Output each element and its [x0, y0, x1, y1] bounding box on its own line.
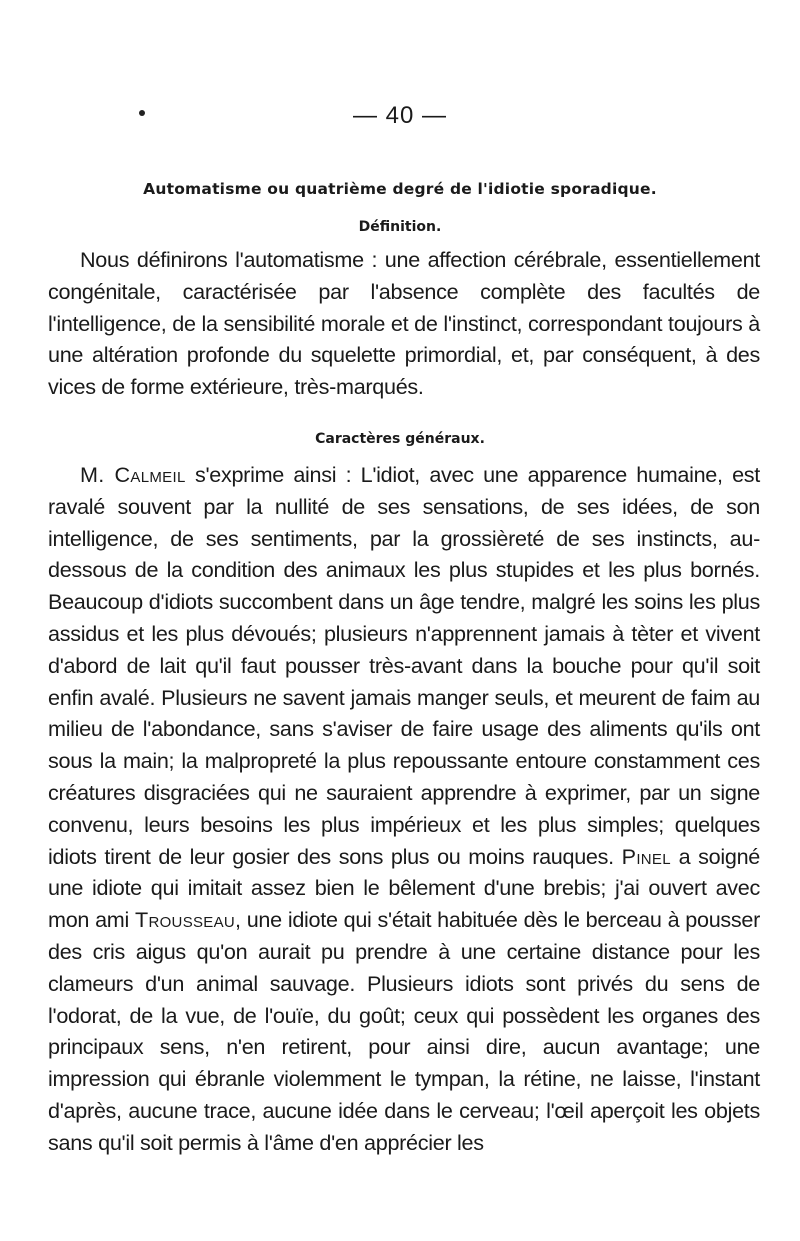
- definition-paragraph: [48, 244, 760, 403]
- characters-text-part-2: a soigné une idiote qui imitait assez bien le bêlement d'une brebis; j'ai ouvert avec mon ami: [48, 843, 760, 933]
- characters-paragraph: [48, 459, 760, 1159]
- page-number: — 40 —: [352, 102, 448, 129]
- characters-text-part-1: s'exprime ainsi : L'idiot, avec une apparence humaine, est ravalé souvent par la nullité de ses sensations, de ses idées, de son intelligence, de ses sentiments, par la grossièreté de ses instincts, au-dessous de la condition des animaux les plus stupides et les plus bornés. Beaucoup d'idiots succombent dans un âge tendre, malgré les soins les plus assidus et les plus dévoués; plusieurs n'apprennent jamais à tèter et vivent d'abord de lait qu'il faut pousser très-avant dans la bouche pour qu'il soit enfin avalé. Plusieurs ne savent jamais manger seuls, et meurent de faim au milieu de l'abondance, sans s'aviser de faire usage des aliments qu'ils ont sous la main; la malpropreté la plus repoussante entoure constamment ces créatures disgraciées qui ne sauraient apprendre à exprimer, par un signe convenu, leurs besoins les plus impérieux et les plus simples; quelques idiots tirent de leur gosier des sons plus ou moins rauques.: [48, 462, 760, 869]
- section-heading-characters: Caractères généraux.: [315, 431, 485, 447]
- author-name-pinel: Pinel: [621, 843, 671, 869]
- author-name-calmeil: M. Calmeil: [80, 462, 186, 487]
- section-heading-definition: Définition.: [358, 219, 442, 235]
- author-name-trousseau: Trousseau: [134, 907, 236, 933]
- definition-text: Nous définirons l'automatisme : une affection cérébrale, essentiellement congénitale, caractérisée par l'absence complète des facultés de l'intelligence, de la sensibilité morale et de l'instinct, correspondant toujours à une altération profonde du squelette primordial, et, par conséquent, à des vices de forme extérieure, très-marqués.: [48, 247, 760, 400]
- chapter-heading: Automatisme ou quatrième degré de l'idiotie sporadique.: [143, 180, 657, 198]
- characters-text-part-3: , une idiote qui s'était habituée dès le berceau à pousser des cris aigus qu'on aurait pu prendre à une certaine distance pour les clameurs d'un animal sauvage. Plusieurs idiots sont privés du sens de l'odorat, de la vue, de l'ouïe, du goût; ceux qui possèdent les organes des principaux sens, n'en retirent, pour ainsi dire, aucun avantage; une impression qui ébranle violemment le tympan, la rétine, ne laisse, l'instant d'après, aucune trace, aucune idée dans le cerveau; l'œil aperçoit les objets sans qu'il soit permis à l'âme d'en apprécier les: [48, 907, 760, 1155]
